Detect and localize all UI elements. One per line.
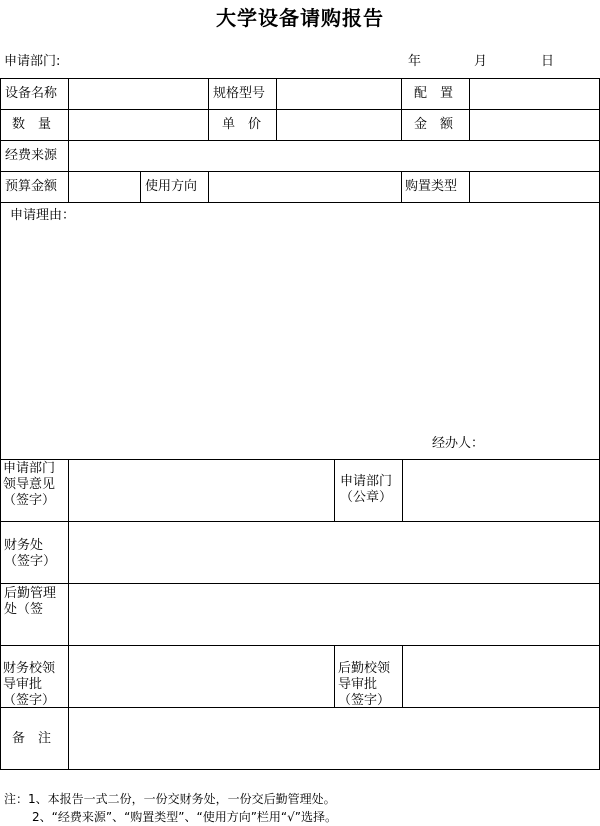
purchase-type-label: 购置类型 (405, 179, 458, 194)
budget-amount-label: 预算金额 (5, 179, 58, 194)
month-label: 月 (474, 54, 488, 69)
footnote-1: 注：1、本报告一式二份，一份交财务处，一份交后勤管理处。 (4, 792, 336, 806)
amount-label: 金 额 (414, 117, 454, 132)
quantity-label: 数 量 (12, 117, 52, 132)
day-label: 日 (541, 54, 555, 69)
fund-source-label: 经费来源 (5, 148, 58, 163)
config-label: 配 置 (414, 86, 454, 101)
dept-leader-opinion-label: 申请部门领导意见（签字） (3, 461, 56, 508)
year-label: 年 (408, 54, 422, 69)
finance-office-sign-label: 财务处（签字） (4, 538, 57, 569)
footnote-2: 2、“经费来源”、“购置类型”、“使用方向”栏用“√”选择。 (32, 810, 338, 824)
finance-leader-approval-label: 财务校领导审批（签字） (3, 661, 56, 708)
applicant-dept-label: 申请部门: (4, 54, 61, 69)
logistics-office-sign-label: 后勤管理处（签 (4, 586, 57, 617)
usage-direction-label: 使用方向 (145, 179, 198, 194)
dept-seal-label: 申请部门（公章） (340, 474, 393, 505)
unit-price-label: 单 价 (222, 117, 262, 132)
footnotes (4, 790, 337, 826)
reason-label: 申请理由： (10, 208, 76, 223)
logistics-leader-approval-label: 后勤校领导审批（签字） (338, 661, 391, 708)
spec-model-label: 规格型号 (213, 86, 266, 101)
document-title: 大学设备请购报告 (216, 6, 384, 30)
remarks-label: 备 注 (12, 731, 52, 746)
handler-label: 经办人： (432, 436, 485, 451)
equipment-name-label: 设备名称 (5, 86, 58, 101)
